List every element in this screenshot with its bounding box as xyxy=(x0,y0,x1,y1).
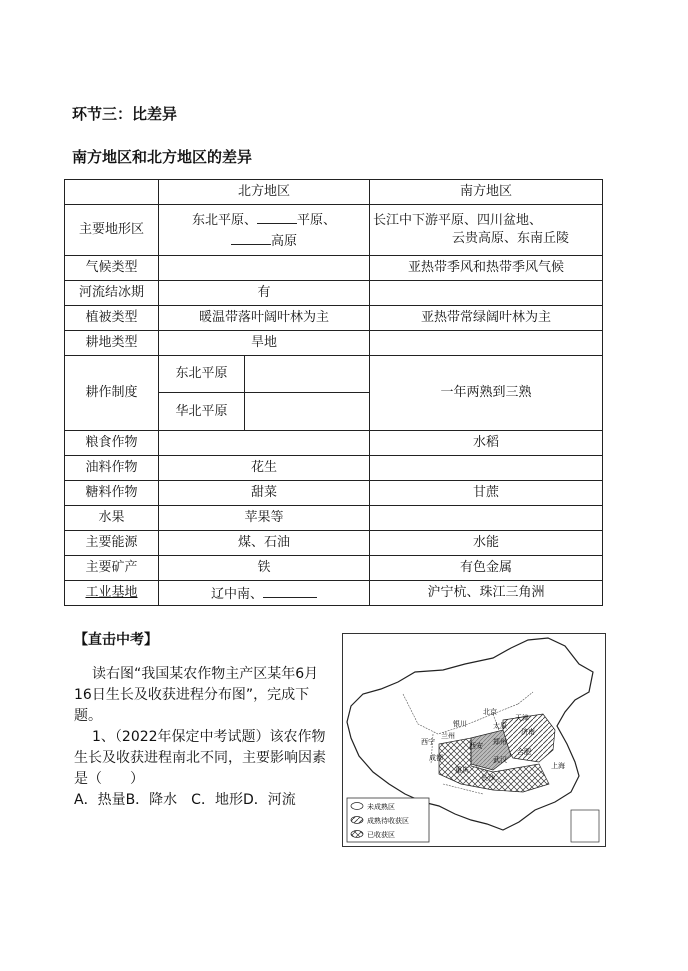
row-industry xyxy=(65,581,603,606)
map-label: 上海 xyxy=(551,763,565,770)
table-header-row xyxy=(65,180,603,205)
exam-question: 1、（2022年保定中考试题）该农作物生长及收获进程南北不同，主要影响因素是（ ） xyxy=(74,729,326,787)
map-label: 合肥 xyxy=(517,749,531,756)
cell-north-industry: 辽中南、 xyxy=(159,581,370,606)
header-north: 北方地区 xyxy=(159,180,370,205)
exam-heading: 【直击中考】 xyxy=(74,632,158,648)
map-label: 北京 xyxy=(483,709,497,716)
cell-north: 有 xyxy=(159,281,370,306)
exam-options[interactable]: A．热量B．降水 C．地形D．河流 xyxy=(74,792,296,808)
legend-ripe: 成熟待收获区 xyxy=(367,818,409,825)
map-label: 成都 xyxy=(429,755,443,762)
map-label: 天津 xyxy=(515,715,529,722)
cell-north-landform: 东北平原、 平原、 高原 xyxy=(159,205,370,256)
cell-south[interactable] xyxy=(370,331,603,356)
row-landform xyxy=(65,205,603,256)
legend-unripe: 未成熟区 xyxy=(367,804,395,811)
cell-south[interactable] xyxy=(370,456,603,481)
row-vegetation xyxy=(65,306,603,331)
map-label: 济南 xyxy=(521,729,535,736)
cell-north: 苹果等 xyxy=(159,506,370,531)
cell-sub-label: 华北平原 xyxy=(159,393,245,431)
cell-north[interactable] xyxy=(159,431,370,456)
legend-harvested: 已收获区 xyxy=(367,832,395,839)
cell-north: 煤、石油 xyxy=(159,531,370,556)
row-label: 工业基地 xyxy=(65,581,159,606)
cell-north[interactable] xyxy=(159,256,370,281)
row-label: 耕作制度 xyxy=(65,356,159,431)
row-farming-1 xyxy=(65,356,603,393)
cell-south: 一年两熟到三熟 xyxy=(370,356,603,431)
cell-blank[interactable] xyxy=(245,393,370,431)
cell-south: 沪宁杭、珠江三角洲 xyxy=(370,581,603,606)
cell-north: 铁 xyxy=(159,556,370,581)
row-label: 油料作物 xyxy=(65,456,159,481)
china-map-graphic xyxy=(343,634,605,846)
row-farmland xyxy=(65,331,603,356)
row-label: 主要矿产 xyxy=(65,556,159,581)
map-label: 郑州 xyxy=(493,739,507,746)
cell-north: 旱地 xyxy=(159,331,370,356)
row-label: 糖料作物 xyxy=(65,481,159,506)
section-title: 环节三：比差异 xyxy=(72,105,178,123)
cell-blank[interactable] xyxy=(245,356,370,393)
row-label: 气候类型 xyxy=(65,256,159,281)
row-oil xyxy=(65,456,603,481)
cell-south-landform: 长江中下游平原、四川盆地、 云贵高原、东南丘陵 xyxy=(370,205,603,256)
cell-south: 有色金属 xyxy=(370,556,603,581)
crop-progress-map xyxy=(342,633,606,847)
cell-south[interactable] xyxy=(370,506,603,531)
row-river xyxy=(65,281,603,306)
map-label: 长沙 xyxy=(481,775,495,782)
row-label: 耕地类型 xyxy=(65,331,159,356)
row-fruit xyxy=(65,506,603,531)
map-label: 武汉 xyxy=(493,757,507,764)
map-label: 银川 xyxy=(453,721,467,728)
cell-south: 甘蔗 xyxy=(370,481,603,506)
ripe-waiting-area xyxy=(471,730,511,770)
fill-blank[interactable] xyxy=(263,583,317,598)
row-mineral xyxy=(65,556,603,581)
row-label: 植被类型 xyxy=(65,306,159,331)
cell-north: 暖温带落叶阔叶林为主 xyxy=(159,306,370,331)
fill-blank[interactable] xyxy=(231,230,271,245)
exam-section xyxy=(74,630,329,811)
row-label: 主要地形区 xyxy=(65,205,159,256)
row-sugar xyxy=(65,481,603,506)
cell-south: 亚热带季风和热带季风气候 xyxy=(370,256,603,281)
row-label: 粮食作物 xyxy=(65,431,159,456)
cell-south[interactable] xyxy=(370,281,603,306)
cell-south: 水能 xyxy=(370,531,603,556)
row-label: 主要能源 xyxy=(65,531,159,556)
south-sea-inset xyxy=(571,810,599,842)
fill-blank[interactable] xyxy=(257,209,297,224)
map-label: 西宁 xyxy=(421,739,435,746)
map-label: 西安 xyxy=(469,743,483,750)
cell-north: 花生 xyxy=(159,456,370,481)
cell-sub-label: 东北平原 xyxy=(159,356,245,393)
cell-south: 亚热带常绿阔叶林为主 xyxy=(370,306,603,331)
row-climate xyxy=(65,256,603,281)
map-label: 太原 xyxy=(493,723,507,730)
header-empty xyxy=(65,180,159,205)
row-label: 河流结冰期 xyxy=(65,281,159,306)
header-south: 南方地区 xyxy=(370,180,603,205)
cell-south: 水稻 xyxy=(370,431,603,456)
comparison-table xyxy=(64,179,603,606)
table-title: 南方地区和北方地区的差异 xyxy=(72,148,253,166)
cell-north: 甜菜 xyxy=(159,481,370,506)
exam-intro: 读右图“我国某农作物主产区某年6月16日生长及收获进程分布图”，完成下题。 xyxy=(74,666,319,724)
map-legend xyxy=(347,798,429,842)
map-label: 兰州 xyxy=(441,733,455,740)
row-grain xyxy=(65,431,603,456)
row-label: 水果 xyxy=(65,506,159,531)
row-energy xyxy=(65,531,603,556)
map-label: 重庆 xyxy=(455,767,469,774)
